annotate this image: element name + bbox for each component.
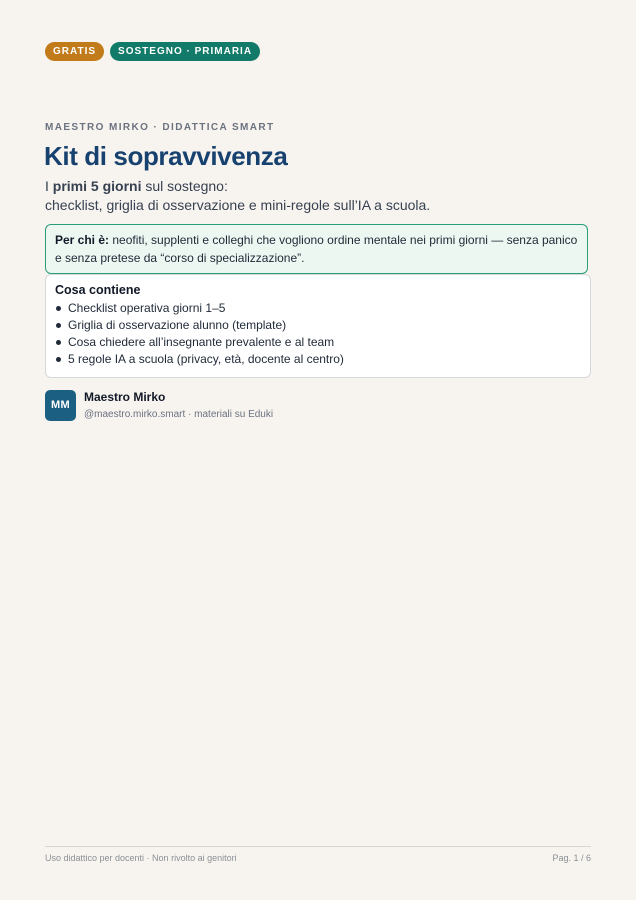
author-handle: @maestro.mirko.smart · materiali su Eduki <box>84 409 274 420</box>
page-subtitle <box>45 177 605 215</box>
contents-list <box>55 300 581 368</box>
contents-heading: Cosa contiene <box>55 283 141 297</box>
subtitle-line-2: checklist, griglia di osservazione e mini-regole sull’IA a scuola. <box>45 197 431 213</box>
footer-note: Uso didattico per docenti · Non rivolto ai genitori <box>45 853 237 863</box>
subtitle-suffix: sul sostegno: <box>141 178 228 194</box>
callout-text: neofiti, supplenti e colleghi che vogliono ordine mentale nei primi giorni — senza panico e senza pretese da “corso di specializzazione”. <box>55 233 578 265</box>
author-block <box>45 390 273 421</box>
author-eyebrow: MAESTRO MIRKO · DIDATTICA SMART <box>45 122 275 133</box>
page-title: Kit di sopravvivenza <box>44 141 288 171</box>
list-item: Griglia di osservazione alunno (template) <box>55 317 581 334</box>
category-badge: SOSTEGNO · PRIMARIA <box>110 42 260 61</box>
badge-row <box>45 42 260 61</box>
free-badge: GRATIS <box>45 42 104 61</box>
contents-card <box>45 274 591 378</box>
list-item: Cosa chiedere all’insegnante prevalente e al team <box>55 334 581 351</box>
callout-label: Per chi è: <box>55 233 110 247</box>
page-number: Pag. 1 / 6 <box>552 853 591 863</box>
page-footer <box>45 846 591 864</box>
avatar: MM <box>45 390 76 421</box>
subtitle-prefix: I <box>45 178 53 194</box>
subtitle-highlight: primi 5 giorni <box>52 178 142 194</box>
author-text <box>84 390 273 421</box>
list-item: Checklist operativa giorni 1–5 <box>55 300 581 317</box>
author-name: Maestro Mirko <box>84 390 166 404</box>
list-item: 5 regole IA a scuola (privacy, età, docente al centro) <box>55 351 581 368</box>
audience-callout <box>45 224 588 274</box>
